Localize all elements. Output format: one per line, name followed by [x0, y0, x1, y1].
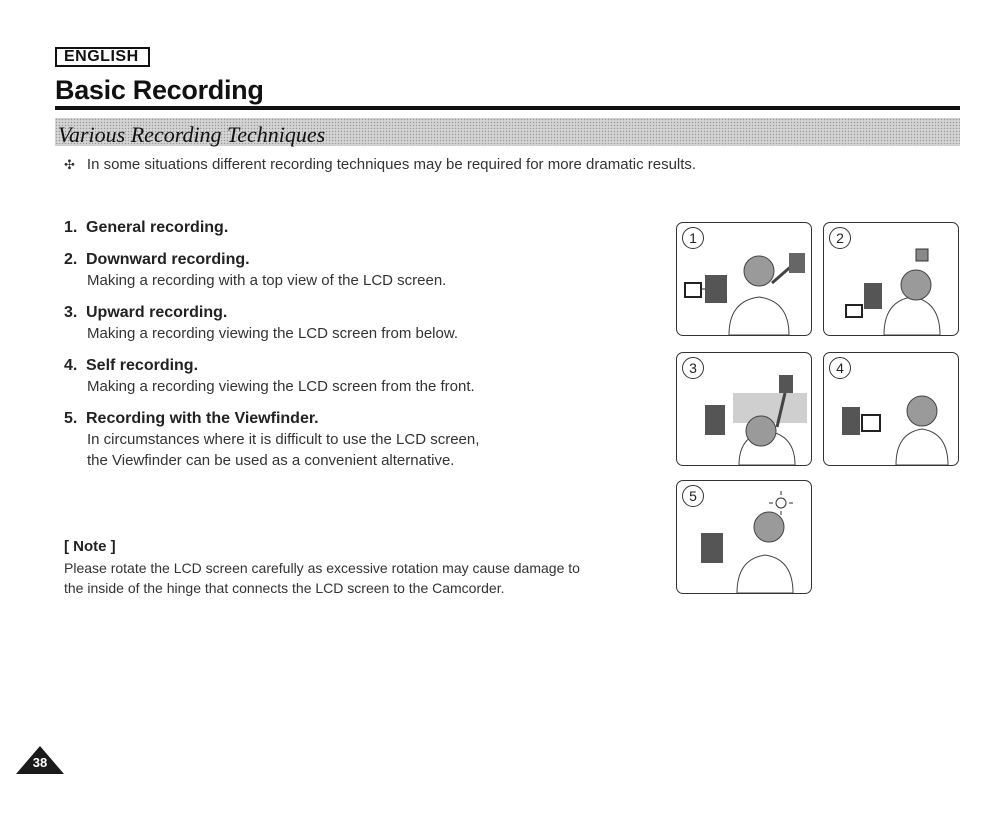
- page-title: Basic Recording: [55, 75, 264, 105]
- note-heading: [ Note ]: [64, 538, 116, 555]
- step-description: In circumstances where it is difficult to use the LCD screen,: [87, 431, 480, 448]
- figure-general-recording: [676, 222, 812, 336]
- figure-viewfinder-recording: [676, 480, 812, 594]
- figure-number: 5: [682, 485, 704, 507]
- figure-number: 3: [682, 357, 704, 379]
- intro-paragraph: [64, 156, 696, 173]
- step-title: Self recording.: [86, 357, 199, 374]
- step-description: Making a recording with a top view of the LCD screen.: [87, 272, 447, 289]
- figure-number: 2: [829, 227, 851, 249]
- step-description: Making a recording viewing the LCD screen from the front.: [87, 378, 475, 395]
- step-description: the Viewfinder can be used as a convenient alternative.: [87, 452, 455, 469]
- step-item: [64, 303, 624, 344]
- figure-self-recording: [823, 352, 959, 466]
- step-item: [64, 250, 624, 291]
- step-number: 2.: [64, 251, 78, 268]
- step-number: 5.: [64, 410, 78, 427]
- figure-number: 4: [829, 357, 851, 379]
- language-label: ENGLISH: [55, 47, 150, 67]
- step-title: Recording with the Viewfinder.: [86, 410, 319, 427]
- page-number: 38: [32, 755, 48, 770]
- title-rule: [55, 106, 960, 110]
- step-description: Making a recording viewing the LCD screen from below.: [87, 325, 459, 342]
- step-number: 1.: [64, 219, 78, 236]
- figure-downward-recording: [823, 222, 959, 336]
- step-heading: [64, 218, 624, 238]
- step-list: [64, 218, 624, 483]
- step-number: 3.: [64, 304, 78, 321]
- step-item: [64, 218, 624, 238]
- step-heading: [64, 356, 624, 376]
- page-number-badge: [16, 746, 64, 774]
- figure-upward-recording: [676, 352, 812, 466]
- step-heading: [64, 303, 624, 323]
- step-title: Downward recording.: [86, 251, 250, 268]
- intro-text: In some situations different recording techniques may be required for more dramatic results.: [86, 156, 697, 173]
- step-number: 4.: [64, 357, 78, 374]
- note-text: [64, 558, 654, 598]
- step-title: General recording.: [86, 219, 229, 236]
- figure-number: 1: [682, 227, 704, 249]
- note-line: Please rotate the LCD screen carefully as excessive rotation may cause damage to: [64, 560, 580, 576]
- note-line: the inside of the hinge that connects the LCD screen to the Camcorder.: [64, 580, 505, 596]
- step-heading: [64, 250, 624, 270]
- step-item: [64, 409, 624, 471]
- section-title: Various Recording Techniques: [58, 122, 326, 147]
- step-title: Upward recording.: [86, 304, 228, 321]
- step-heading: [64, 409, 624, 429]
- step-item: [64, 356, 624, 397]
- bullet-icon: ✣: [64, 157, 75, 172]
